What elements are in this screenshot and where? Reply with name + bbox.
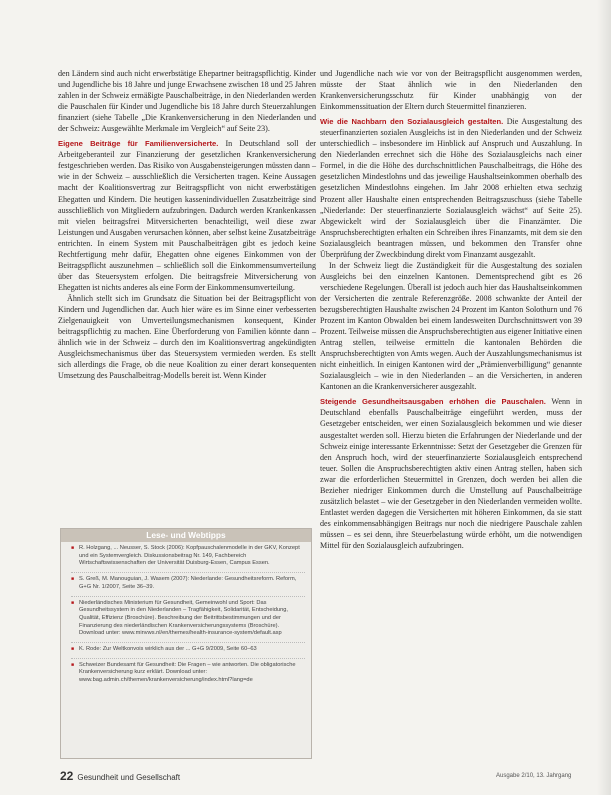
- issue-info: Ausgabe 2/10, 13. Jahrgang: [496, 773, 572, 779]
- footer-left: [60, 769, 180, 783]
- left-column: [58, 68, 316, 381]
- reference-item: ■ K. Rode: Zur Weltkonvois wirklich aus der ... G+G 9/2009, Seite 60–63: [71, 646, 305, 659]
- reference-item: ■ R. Holzgang, ... Neusser, S. Stock (2006): Kopfpauschalenmodelle in der GKV, Konzept und ein Systemvergleich. Diskussionsbeitrag Nr. 149, Fachbereich Wirtschaftswissenschaften der Universität Duisburg-Essen, Campus Essen.: [71, 545, 305, 573]
- paragraph-text: In Deutschland soll der Arbeitgeberanteil zur Finanzierung der gesetzlichen Krankenversicherung festgeschrieben werden. Das Risiko von Ausgabensteigerungen müssten dann – wie in der Schweiz – ausschließlich die Versicherten tragen. Keine Aussagen macht der Koalitionsvertrag zur Beitragspflicht von nicht erwerbstätigen Ehegatten und Kindern. Die heutigen kassenindividuellen Zusatzbeiträge sind ausschließlich von Mitgliedern aufzubringen. Dadurch werden Krankenkassen mit vielen beitragsfrei Mitversicherten benachteiligt, weil diese zwar Leistungen und Ausgaben verursachen können, aber selbst keine Zusatzbeiträge entrichten. In einem System mit Pauschalbeiträgen gibt es jedoch keine Rechtfertigung mehr dafür, Ehegatten ohne eigenes Einkommen von der Beitragspflicht auszunehmen – schließlich soll die Einkommensumverteilung über das Steuersystem erfolgen. Die beitragsfreie Mitversicherung von Ehegatten ist nichts anderes als eine Form der Einkommensumverteilung.: [58, 139, 316, 292]
- reference-item: ■ Niederländisches Ministerium für Gesundheit, Gemeinwohl und Sport: Das Gesundheitssystem in den Niederlanden – Tragfähigkeit, Solidarität, Entscheidung, Qualität, Effizienz (Broschüre). Beschreibung der Beitrittsbestimmungen und der Finanzierung des niederländischen Krankenversicherungssystems (Broschüre). Download unter: www.minvws.nl/en/themes/health-insurance-system/default.asp: [71, 600, 305, 644]
- magazine-name: Gesundheit und Gesellschaft: [77, 773, 181, 782]
- paragraph: den Ländern sind auch nicht erwerbstätige Ehepartner beitragspflichtig. Kinder und Jugendliche bis 18 Jahre und junge Erwachsene zwischen 18 und 25 Jahren zahlen in der Schweiz ermäßigte Pauschalbeiträge, in den Niederlanden werden die Pauschalen für Kinder und Jugendliche bis 18 Jahre durch Steuerzahlungen finanziert (siehe Tabelle „Die Krankenversicherung in den Niederlanden und der Schweiz: Ausgewählte Merkmale im Vergleich“ auf Seite 23).: [58, 69, 316, 134]
- reference-item: ■ Schweizer Bundesamt für Gesundheit: Die Fragen – wie antworten. Die obligatorische Krankenversicherung kurz erklärt. Download unter: www.bag.admin.ch/themen/krankenversicherung/index.html?lang=de: [71, 662, 305, 689]
- section-paragraph: [320, 116, 582, 260]
- paragraph: In der Schweiz liegt die Zuständigkeit für die Ausgestaltung des sozialen Ausgleichs bei den einzelnen Kantonen. Dementsprechend gibt es 26 verschiedene Regelungen. Überall ist jedoch auch hier das Haushaltseinkommen der Versicherten die zentrale Referenzgröße. 2008 schwankte der Anteil der bezugsberechtigten Haushalte zwischen 24 Prozent im Kanton Solothurn und 76 Prozent im Kanton Obwalden bei einem landesweiten Durchschnittswert von 39 Prozent. Teilweise müssen die Anspruchsberechtigten aus eigener Initiative einen Antrag stellen, teilweise ermitteln die kantonalen Behörden die Anspruchsberechtigten von Amts wegen. Auch der Auszahlungsmechanismus ist nicht einheitlich. In einigen Kantonen wird der „Prämienverbilligung“ genannte Sozialausgleich – wie in den Niederlanden – an die Versicherten, in anderen Kantonen an die Krankenversicherer ausgezahlt.: [320, 260, 582, 392]
- page-edge-shadow: [597, 0, 611, 795]
- paragraph-text: Wenn in Deutschland ebenfalls Pauschalbeiträge eingeführt werden, muss der Gesetzgeber entscheiden, wer einen Sozialausgleich bekommen und wie dieser ausgestaltet werden soll. Hierzu bieten die Erfahrungen der Niederlande und der Schweiz einige interessante Erkenntnisse: Setzt der Gesetzgeber die Grenzen für den Anspruch hoch, wird der steuerfinanzierte Sozialausgleich entsprechend teuer. Sollen die Anspruchsberechtigten aktiv einen Antrag stellen, haben sich zwar die erforderlichen Steuermittel in Grenzen, doch werden bei allen die Bezieher niedriger Einkommen durch die Umstellung auf Pauschalbeiträge zusätzlich belastet – wie der Gesetzgeber in den Niederlanden vermeiden wollte. Entlastet werden dagegen die Versicherten mit höheren Einkommen, da sie statt des einkommensabhängigen Beitrags nur noch die niedrigere Pauschale zahlen müssen – es sei denn, ihre Steuerbelastung würde erhöht, um die notwendigen Mittel für den Sozialausgleich aufzubringen.: [320, 397, 582, 550]
- reading-tips-box: [60, 528, 312, 759]
- box-title: Lese- und Webtipps: [61, 529, 311, 542]
- section-paragraph: [58, 138, 316, 293]
- paragraph-text: Die Ausgestaltung des steuerfinanzierten sozialen Ausgleichs ist in den Niederlanden und der Schweiz unterschiedlich – insbesondere im Hinblick auf Anspruch und Auszahlung. In den Niederlanden errechnet sich die Höhe des Sozialausgleichs nach einer Formel, in die die Höhe des durchschnittlichen Pauschalbeitrags, die Höhe des gesetzlichen Mindestlohns und das jeweilige Haushaltseinkommen oberhalb des gesetzlichen Mindestlohns eingehen. Im Jahr 2008 erhielten etwa sechzig Prozent aller Haushalte einen entsprechenden Beitragszuschuss (siehe Tabelle „Niederlande: Der steuerfinanzierte Sozialausgleich wächst“ auf Seite 25). Abgewickelt wird der Sozialausgleich über die Finanzämter. Die Anspruchsberechtigten erhalten ein Schreiben ihres Finanzamts, mit dem sie den Sozialausgleich beantragen müssen, und bekommen den Transfer ohne Überprüfung der Zweckbindung direkt vom Finanzamt ausgezahlt.: [320, 117, 582, 259]
- section-heading: Wie die Nachbarn den Sozialausgleich gestalten.: [320, 117, 504, 127]
- paragraph: Ähnlich stellt sich im Grundsatz die Situation bei der Beitragspflicht von Kindern und Jugendlichen dar. Auch hier wäre es im Sinne einer verbesserten Zielgenauigkeit von Umverteilungsmechanismen konsequent, Kinder beitragspflichtig zu machen. Eine Überforderung von Familien könnte dann – ähnlich wie in der Schweiz – durch den im Koalitionsvertrag angekündigten Ausgleichsmechanismus über das Steuersystem vermieden werden. Es stellt sich allerdings die Frage, ob die neue Koalition zu einer derart konsequenten Umsetzung des Pauschalbeitrag-Modells bereit ist. Wenn Kinder: [58, 293, 316, 381]
- reference-list: [61, 542, 311, 689]
- section-paragraph: [320, 396, 582, 551]
- reference-item: ■ S. Greß, M. Manouguian, J. Wasem (2007): Niederlande: Gesundheitsreform. Reform, G+G Nr. 1/2007, Seite 36–39.: [71, 576, 305, 596]
- section-heading: Eigene Beiträge für Familienversicherte.: [58, 139, 219, 149]
- paragraph: und Jugendliche nach wie vor von der Beitragspflicht ausgenommen werden, müsste der Staat ähnlich wie in den Niederlanden den Krankenversicherungsschutz für Kinder unabhängig von der Einkommenssituation der Eltern durch Steuermittel finanzieren.: [320, 69, 582, 112]
- page-number: 22: [60, 769, 74, 783]
- section-heading: Steigende Gesundheitsausgaben erhöhen die Pauschalen.: [320, 397, 546, 407]
- right-column: [320, 68, 582, 551]
